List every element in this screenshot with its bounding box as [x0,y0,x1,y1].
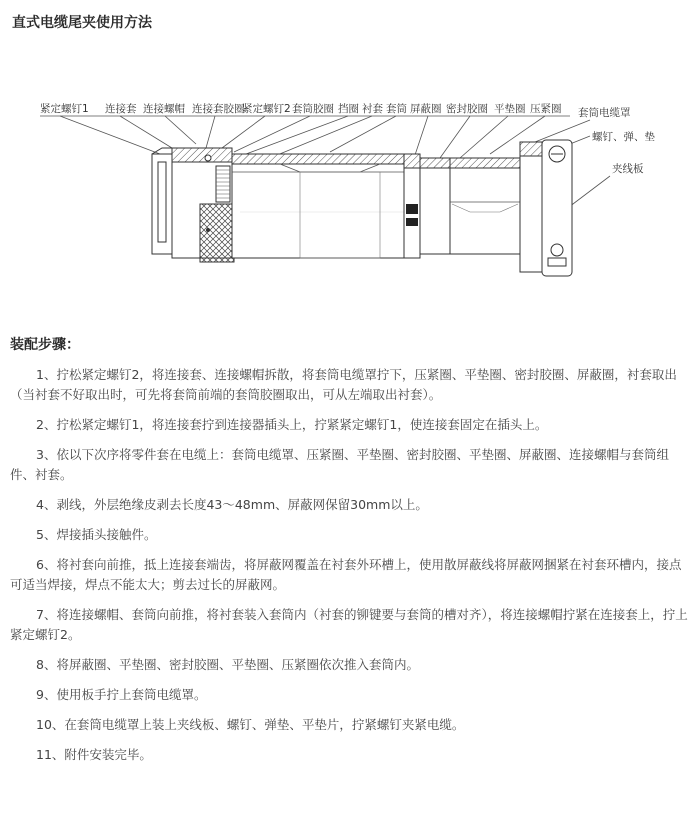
step-5: 5、焊接插头接触件。 [36,527,157,542]
label-jinding2: 紧定螺钉2 [242,103,291,115]
label-jinding1: 紧定螺钉1 [40,103,89,115]
label-dangquan: 挡圈 [338,103,359,115]
label-pingbiquan: 屏蔽圈 [410,103,442,115]
label-jiaxianban: 夹线板 [612,163,644,175]
label-taotong: 套筒 [386,103,407,115]
label-lianjietao: 连接套 [105,103,137,115]
label-dianlanzhao: 套筒电缆罩 [578,107,631,119]
label-pingdianquan: 平垫圈 [494,103,526,115]
cable-clamp-diagram [0,92,700,322]
label-chentao: 衬套 [362,103,383,115]
assembly-steps [10,365,690,775]
step-2: 2、拧松紧定螺钉1，将连接套拧到连接器插头上，拧紧紧定螺钉1，使连接套固定在插头上。 [36,417,548,432]
step-11: 11、附件安装完毕。 [36,747,152,762]
steps-heading: 装配步骤： [10,337,80,353]
label-yajinquan: 压紧圈 [530,103,562,115]
label-mifengjiaoquan: 密封胶圈 [446,103,488,115]
page-title: 直式电缆尾夹使用方法 [12,15,152,31]
label-jiaoquan: 连接套胶圈 [192,103,245,115]
label-lianjieluomao: 连接螺帽 [143,103,185,115]
step-8: 8、将屏蔽圈、平垫圈、密封胶圈、平垫圈、压紧圈依次推入套筒内。 [36,657,419,672]
step-6: 6、将衬套向前推，抵上连接套端齿，将屏蔽网覆盖在衬套外环槽上，使用散屏蔽线将屏蔽网捆紧在衬套环槽内，接点可适当焊接，焊点不能太大；剪去过长的屏蔽网。 [10,557,682,592]
step-9: 9、使用板手拧上套筒电缆罩。 [36,687,207,702]
step-1: 1、拧松紧定螺钉2，将连接套、连接螺帽拆散，将套筒电缆罩拧下，压紧圈、平垫圈、密封胶圈、屏蔽圈，衬套取出（当衬套不好取出时，可先将套筒前端的套筒胶圈取出，可从左端取出衬套）。 [10,367,677,402]
step-7: 7、将连接螺帽、套筒向前推，将衬套装入套筒内（衬套的铆键要与套筒的槽对齐），将连接螺帽拧紧在连接套上，拧上紧定螺钉2。 [10,607,688,642]
step-3: 3、依以下次序将零件套在电缆上：套筒电缆罩、压紧圈、平垫圈、密封胶圈、平垫圈、屏蔽圈、连接螺帽与套筒组件、衬套。 [10,447,669,482]
step-10: 10、在套筒电缆罩上装上夹线板、螺钉、弹垫、平垫片，拧紧螺钉夹紧电缆。 [36,717,465,732]
label-luoding: 螺钉、弹、垫 [592,131,655,143]
step-4: 4、剥线，外层绝缘皮剥去长度43～48mm、屏蔽网保留30mm以上。 [36,497,428,512]
label-taotongjiaoquan: 套筒胶圈 [292,103,334,115]
